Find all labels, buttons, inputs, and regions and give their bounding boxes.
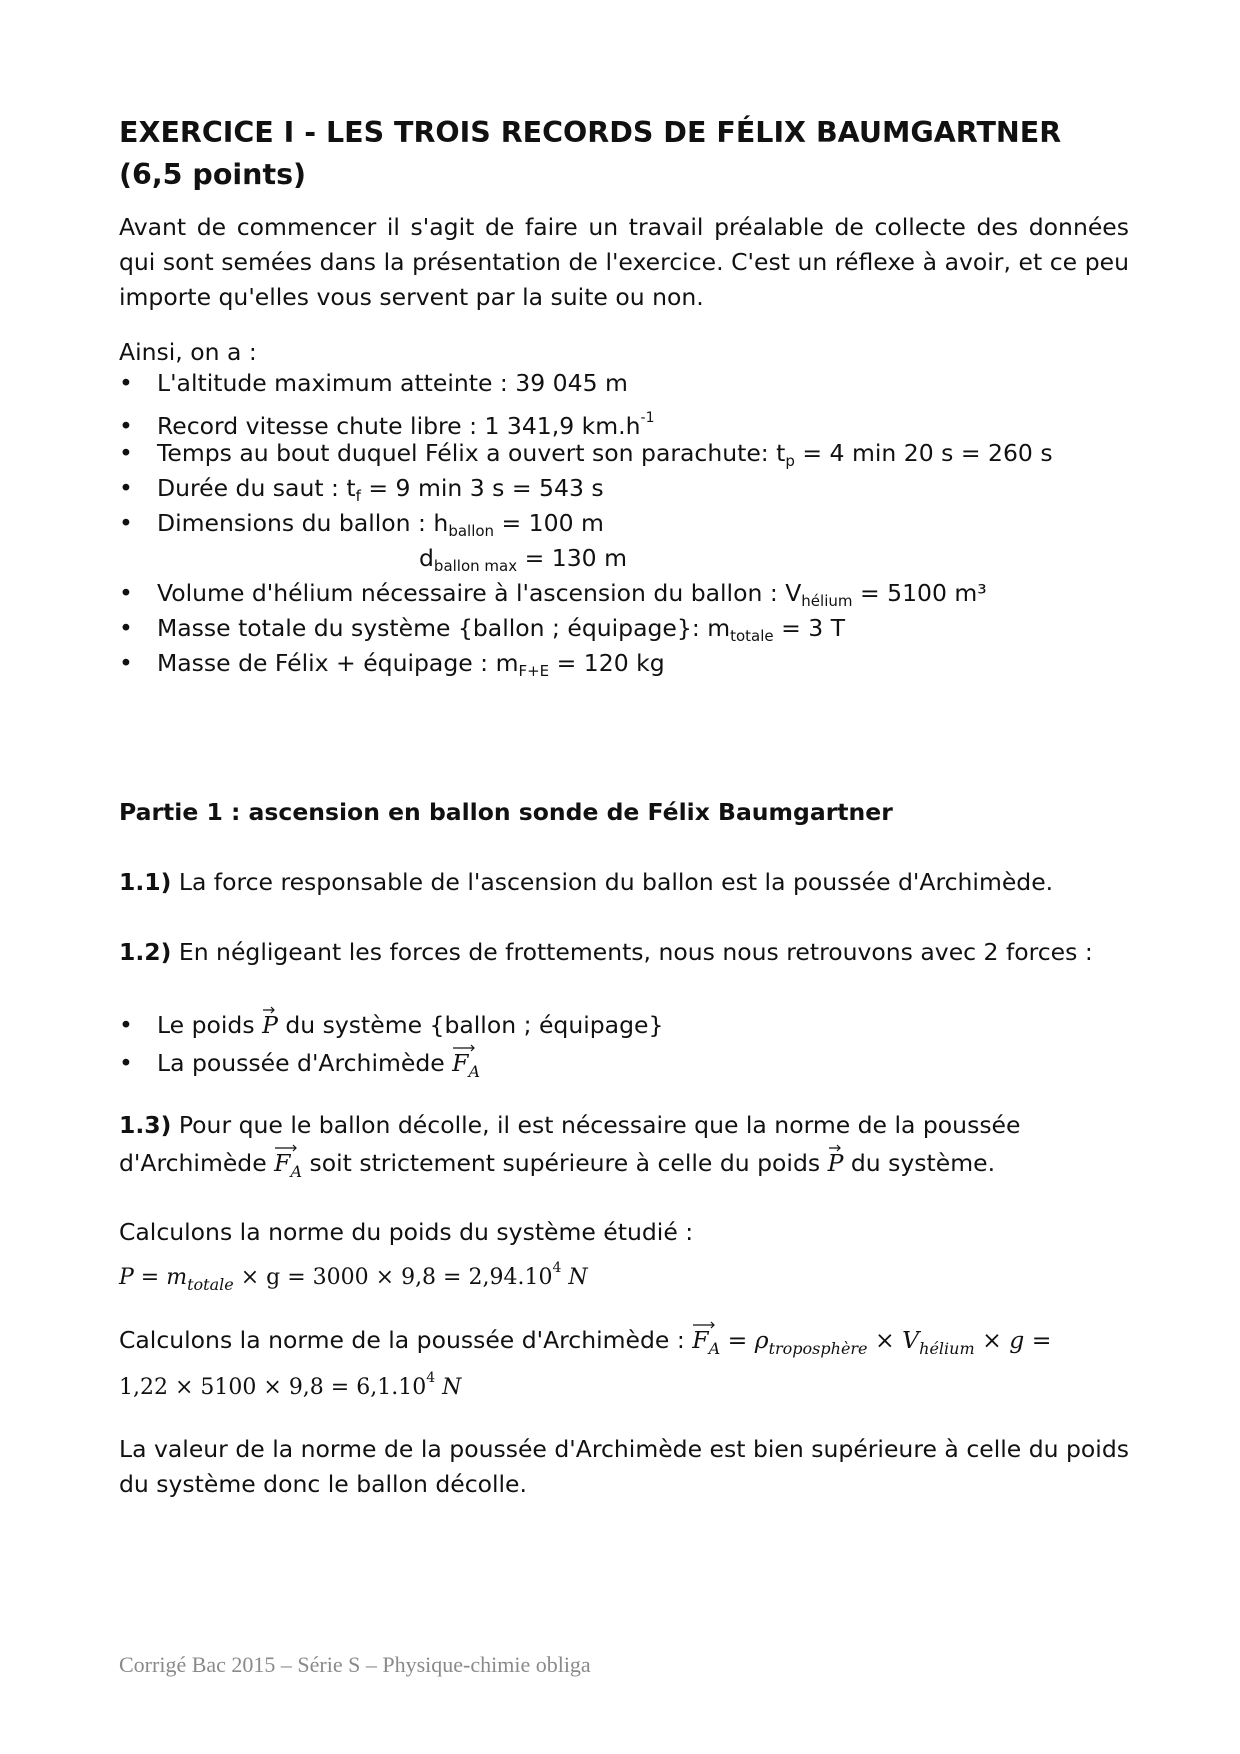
answer-1-3-line1: 1.3) Pour que le ballon décolle, il est nécessaire que la norme de la poussée xyxy=(119,1111,1021,1139)
intro-paragraph: Avant de commencer il s'agit de faire un travail préalable de collecte des données qui sont semées dans la présentation de l'exercice. C'est un réflexe à avoir, et ce peu importe qu'elles vous servent par la suite ou non. xyxy=(119,213,1129,311)
vector-fa-icon: $F_A$ xyxy=(452,1046,480,1089)
list-item-vitesse: • Record vitesse chute libre : 1 341,9 $km.h^{-1}$ xyxy=(119,410,655,440)
answer-1-3-line2: d'Archimède $F_A$ soit strictement supérieure à celle du poids P du système. xyxy=(119,1146,995,1189)
force-archimede-item: • La poussée d'Archimède $F_A$ xyxy=(119,1046,480,1089)
list-item-masse-felix: • Masse de Félix + équipage : $m_{F+E} = 120$ kg xyxy=(119,649,665,680)
list-item-dimensions: • Dimensions du ballon : $h_{ballon} = 100$ m xyxy=(119,509,604,540)
vector-fa-icon: $F_A$ xyxy=(274,1146,302,1189)
calc-archimede-line2: $1,22 \times 5100 \times 9,8 = 6,1.10^4$ N xyxy=(119,1370,462,1400)
force-poids-item: • Le poids P du système {ballon ; équipage} xyxy=(119,1008,663,1043)
calc-poids-label: Calculons la norme du poids du système étudié : xyxy=(119,1218,694,1246)
vector-fa-icon: $F_A$ xyxy=(692,1323,720,1366)
vector-p-icon: P xyxy=(828,1146,844,1181)
calc-poids-equation: $P = m_{totale} \times g = 3000 \times 9,8 = 2,94.10^4$ N xyxy=(119,1260,588,1294)
ainsi-line: Ainsi, on a : xyxy=(119,338,257,366)
list-item-altitude: • L'altitude maximum atteinte : 39 045 m xyxy=(119,369,628,397)
list-item-dmax: $d_{ballon max} = 130$ m xyxy=(419,544,627,575)
list-item-duree: • Durée du saut : $t_f = 9$ min 3 s = 543 s xyxy=(119,474,604,505)
list-item-parachute: • Temps au bout duquel Félix a ouvert son parachute: $t_p = 4$ min 20 s = 260 s xyxy=(119,439,1053,470)
calc-archimede-line1: Calculons la norme de la poussée d'Archimède : $F_A = \rho_{troposphère} \times V_{hélium} \times g$ = xyxy=(119,1323,1051,1366)
page-footer: Corrigé Bac 2015 – Série S – Physique-chimie obliga xyxy=(119,1652,591,1677)
answer-1-2: 1.2) En négligeant les forces de frottements, nous nous retrouvons avec 2 forces : xyxy=(119,938,1093,966)
list-item-masse-totale: • Masse totale du système {ballon ; équipage}: $m_{totale} = 3$ T xyxy=(119,614,846,645)
exercise-title: EXERCICE I - LES TROIS RECORDS DE FÉLIX BAUMGARTNER (6,5 points) xyxy=(119,116,1062,191)
vector-p-icon: P xyxy=(262,1008,278,1043)
conclusion-paragraph: La valeur de la norme de la poussée d'Archimède est bien supérieure à celle du poids du système donc le ballon décolle. xyxy=(119,1435,1129,1498)
list-item-volume: • Volume d'hélium nécessaire à l'ascension du ballon : $V_{hélium} = 5100$ m³ xyxy=(119,579,987,610)
answer-1-1: 1.1) La force responsable de l'ascension du ballon est la poussée d'Archimède. xyxy=(119,868,1054,896)
partie1-heading: Partie 1 : ascension en ballon sonde de Félix Baumgartner xyxy=(119,798,893,826)
